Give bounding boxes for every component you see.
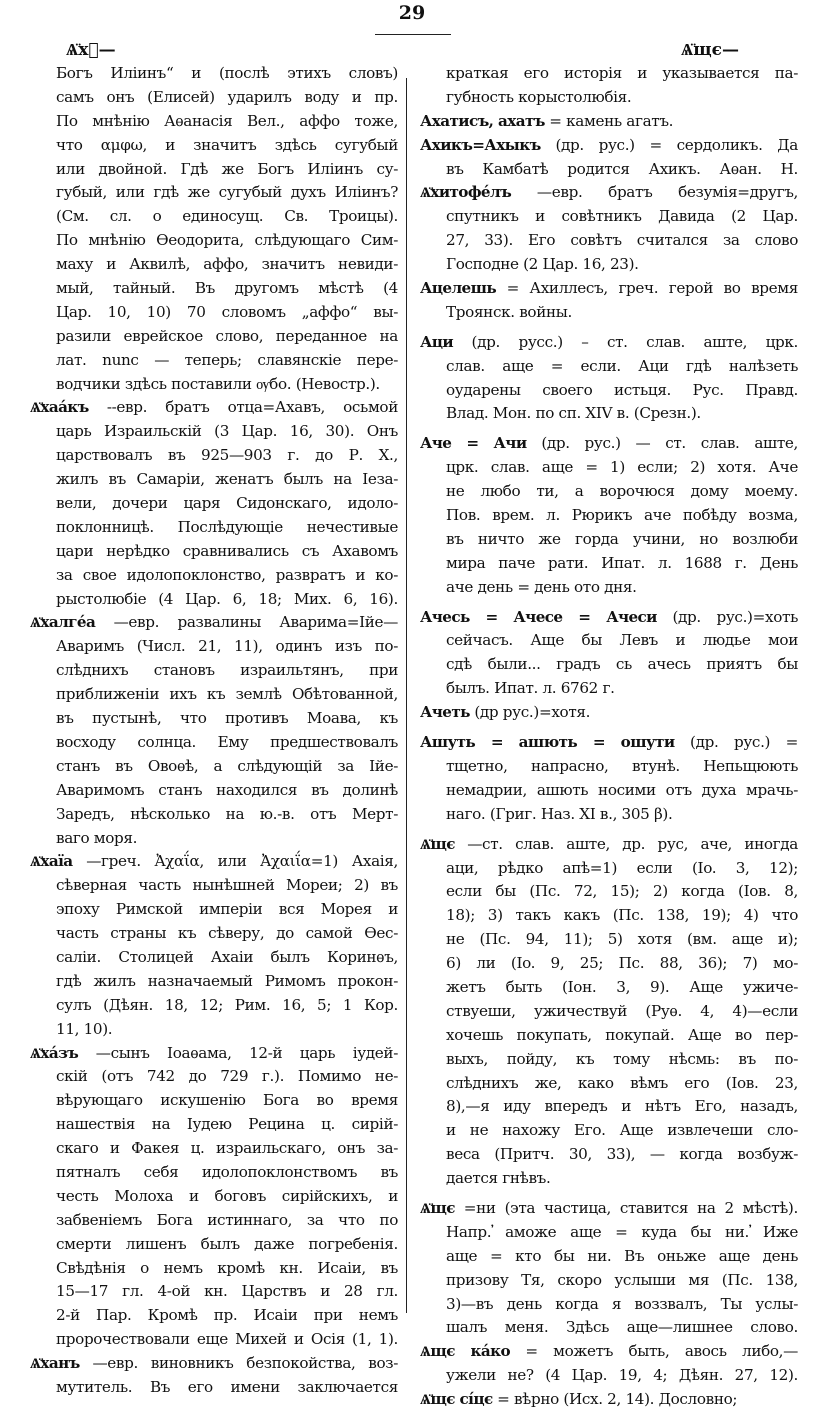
line-text: и не нахожу Его. Аще извлечеши сло-: [446, 1121, 798, 1140]
line-text: Заредъ, нѣсколько на ю.-в. отъ Мерт-: [56, 804, 398, 823]
text-line: [30, 1161, 398, 1185]
text-line: [30, 444, 398, 468]
line-text: въ пустынѣ, что противъ Моава, къ: [56, 709, 398, 728]
line-text: краткая его исторiя и указывается па-: [446, 64, 798, 82]
line-text: ужели не? (4 Цар. 19, 4; Дѣян. 27, 12).: [446, 1366, 798, 1385]
line-text: 15—17 гл. 4-ой кн. Царствъ и 28 гл.: [56, 1282, 398, 1301]
text-line: [30, 994, 398, 1018]
line-text: —евр. виновникъ безпокойства, воз-: [92, 1354, 398, 1373]
line-text: въ Камбатѣ родится Ахикъ. Аѳан. Н.: [446, 159, 798, 178]
line-text: аци, рѣдко апѣ=1) если (Io. 3, 12);: [446, 858, 798, 877]
line-text: —ст. слав. аште, др. рус, аче, иногда: [467, 834, 798, 853]
line-text: маху и Аквилѣ, аффо, значитъ невиди-: [56, 255, 398, 274]
line-text: призову Тя, скоро услыши мя (Пс. 138,: [446, 1270, 798, 1289]
text-line: [420, 355, 798, 379]
text-line: [30, 779, 398, 803]
text-line: [30, 540, 398, 564]
line-text: губый, или гдѣ же сугубый духъ Илiинъ?: [56, 183, 398, 202]
text-line: [30, 898, 398, 922]
text-line: [30, 827, 398, 851]
line-text: за свое идолопоклонство, развратъ и ко-: [56, 565, 398, 584]
text-line: [30, 1089, 398, 1113]
line-text: царствовалъ въ 925—903 г. до Р. Х.,: [56, 446, 398, 465]
line-text: 18); 3) такъ какъ (Пс. 138, 19); 4) что: [446, 906, 798, 925]
text-line: [420, 803, 798, 827]
dictionary-entry-line: [420, 181, 798, 205]
line-text: мутитель. Въ его имени заключается: [56, 1377, 398, 1396]
text-line: [30, 253, 398, 277]
text-line: [30, 110, 398, 134]
text-line: [30, 1113, 398, 1137]
line-text: наго. (Григ. Наз. XI в., 305 β).: [446, 804, 673, 823]
line-text: немадрии, ашють носими отъ духа мрачь-: [446, 780, 798, 799]
running-head-left: Ѧ̈хⷶ—: [66, 40, 116, 60]
line-text: 8),—я иду впередъ и нѣтъ Его, назадъ,: [446, 1097, 798, 1116]
line-text: Пов. врем. л. Рюрикъ аче побѣду возма,: [446, 506, 798, 525]
text-line: [30, 1209, 398, 1233]
text-line: [420, 1293, 798, 1317]
line-text: = можетъ быть, авось либо,—: [525, 1342, 798, 1361]
line-text: водчики здѣсь поставили ѹбо. (Невостр.).: [56, 374, 380, 393]
line-text: смерти лишенъ былъ даже погребенiя.: [56, 1234, 398, 1253]
entry-headword: Ѧ̈ха́зъ: [30, 1043, 79, 1062]
dictionary-entry-line: [420, 134, 798, 158]
text-line: [30, 420, 398, 444]
text-line: [420, 576, 798, 600]
line-text: —евр. братъ безумiя=другъ,: [536, 183, 798, 202]
line-text: (др. рус.) =: [690, 733, 798, 752]
line-text: —сынъ Iоаѳама, 12-й царь iудей-: [95, 1043, 398, 1062]
line-text: спутникъ и совѣтникъ Давида (2 Цар.: [446, 207, 798, 226]
text-line: [30, 492, 398, 516]
line-text: 6) ли (Io. 9, 25; Пс. 88, 36); 7) мо-: [446, 954, 798, 973]
text-line: [30, 349, 398, 373]
line-text: сѣверная часть нынѣшней Мореи; 2) въ: [56, 876, 398, 895]
text-line: [30, 373, 398, 397]
text-line: [420, 504, 798, 528]
text-line: [420, 1072, 798, 1096]
entry-headword: Ачеть: [420, 703, 470, 722]
line-text: что αμφω, и значитъ здѣсь сугубый: [56, 135, 398, 154]
text-line: [30, 1233, 398, 1257]
entry-headword: Аци: [420, 332, 454, 351]
running-head-right: Ѧ̈щє—: [681, 40, 740, 60]
text-line: [30, 564, 398, 588]
line-text: честь Молоха и боговъ сирiйскихъ, и: [56, 1186, 398, 1205]
dictionary-entry-line: [420, 833, 798, 857]
text-line: [420, 301, 798, 325]
text-line: [420, 1167, 798, 1191]
text-line: [420, 1119, 798, 1143]
dictionary-entry-line: [420, 701, 798, 725]
text-line: [30, 1018, 398, 1042]
line-text: дается гнѣвъ.: [446, 1169, 551, 1188]
text-line: [30, 755, 398, 779]
text-line: [420, 880, 798, 904]
line-text: (др. рус.)=хоть: [672, 607, 798, 626]
line-text: сейчасъ. Аще бы Левъ и людье мои: [446, 631, 798, 650]
text-line: [420, 456, 798, 480]
line-text: —греч. Ἀχαΐα, или Ἀχαιΐα=1) Ахаiя,: [86, 852, 398, 871]
text-line: [420, 629, 798, 653]
dictionary-entry-line: [30, 850, 398, 874]
line-text: салiи. Столицей Ахаiи былъ Коринѳъ,: [56, 947, 398, 966]
entry-headword: Ѧ̈щє: [420, 1198, 455, 1217]
column-divider: [406, 78, 407, 1313]
text-line: [30, 588, 398, 612]
text-line: [420, 1245, 798, 1269]
entry-headword: Ѧ̈щє сі́цє: [420, 1390, 493, 1409]
text-line: [420, 653, 798, 677]
line-text: (др рус.)=хотя.: [474, 703, 591, 722]
text-line: [420, 402, 798, 426]
line-text: слав. аще = если. Аци гдѣ налѣзеть: [446, 356, 798, 375]
text-line: [420, 205, 798, 229]
line-text: мира паче рати. Ипат. л. 1688 г. День: [446, 553, 798, 572]
line-text: пятналъ себя идолопоклонствомъ въ: [56, 1162, 398, 1181]
text-line: [30, 229, 398, 253]
line-text: --евр. братъ отца=Ахавъ, осьмой: [106, 398, 398, 417]
line-text: Господне (2 Цар. 16, 23).: [446, 255, 639, 274]
line-text: = Ахиллесъ, греч. герой во время: [506, 279, 798, 298]
line-text: въ ничто же горда учини, но возлюби: [446, 529, 798, 548]
entry-headword: Аче = Ачи: [420, 434, 527, 453]
dictionary-entry-line: [420, 110, 798, 134]
text-line: [30, 277, 398, 301]
text-line: [420, 904, 798, 928]
entry-headword: Ахикъ=Ахыкъ: [420, 135, 541, 154]
line-text: если бы (Пс. 72, 15); 2) когда (Iов. 8,: [446, 882, 798, 901]
line-text: слѣднихъ же, како вѣмъ его (Iов. 23,: [446, 1073, 798, 1092]
entry-headword: Ѧ̈халге́а: [30, 613, 96, 632]
entry-headword: Ѧ̈хаїа: [30, 852, 73, 871]
dictionary-entry-line: [30, 611, 398, 635]
text-line: [420, 253, 798, 277]
line-text: шалъ меня. Здѣсь аще—лишнее слово.: [446, 1318, 798, 1337]
line-text: скаго и Факея ц. израильскаго, онъ за-: [56, 1139, 398, 1158]
line-text: жилъ въ Самарiи, женатъ былъ на Iеза-: [56, 470, 398, 489]
dictionary-entry-line: [420, 277, 798, 301]
line-text: ваго моря.: [56, 828, 138, 847]
line-text: —евр. развалины Аварима=Iйе—: [113, 613, 398, 632]
text-line: [420, 755, 798, 779]
line-text: рыстолюбiе (4 Цар. 6, 18; Мих. 6, 16).: [56, 589, 398, 608]
line-text: хочешь покупать, покупай. Аще во пер-: [446, 1025, 798, 1044]
line-text: вѣрующаго искушенiю Бога во время: [56, 1091, 398, 1110]
text-line: [420, 528, 798, 552]
line-text: 11, 10).: [56, 1019, 113, 1038]
text-line: [30, 86, 398, 110]
dictionary-entry-line: [420, 1388, 798, 1412]
left-column: [30, 62, 398, 1400]
text-line: [420, 928, 798, 952]
line-text: приближенiи ихъ къ землѣ Обѣтованной,: [56, 685, 398, 704]
text-line: [420, 1364, 798, 1388]
text-line: [420, 158, 798, 182]
text-line: [30, 922, 398, 946]
dictionary-entry-line: [420, 1197, 798, 1221]
line-text: 3)—въ день когда я воззвалъ, Ты услы-: [446, 1294, 798, 1313]
text-line: [30, 731, 398, 755]
text-line: [420, 1048, 798, 1072]
line-text: =ни (эта частица, ставится на 2 мѣстѣ).: [463, 1198, 798, 1217]
dictionary-entry-line: [30, 1042, 398, 1066]
line-text: скiй (отъ 742 до 729 г.). Помимо не-: [56, 1067, 398, 1086]
text-line: [30, 970, 398, 994]
entry-headword: Ацелешь: [420, 279, 497, 298]
line-text: губность корыстолюбiя.: [446, 87, 632, 106]
text-line: [30, 1376, 398, 1400]
text-line: [30, 158, 398, 182]
entry-headword: Ѧ̈хитофе́лъ: [420, 183, 512, 202]
line-text: часть страны къ сѣверу, до самой Ѳес-: [56, 924, 398, 943]
text-line: [30, 946, 398, 970]
text-line: [30, 1304, 398, 1328]
text-line: [420, 857, 798, 881]
line-text: сулъ (Дѣян. 18, 12; Рим. 16, 5; 1 Кор.: [56, 995, 398, 1014]
text-line: [30, 1065, 398, 1089]
line-text: 27, 33). Его совѣтъ считался за слово: [446, 231, 798, 250]
line-text: былъ. Ипат. л. 6762 г.: [446, 679, 615, 698]
text-line: [420, 379, 798, 403]
dictionary-entry-line: [420, 432, 798, 456]
text-line: [30, 683, 398, 707]
line-text: Богъ Илiинъ“ и (послѣ этихъ словъ): [56, 64, 398, 82]
text-line: [30, 181, 398, 205]
text-line: [420, 779, 798, 803]
text-line: [420, 552, 798, 576]
line-text: эпоху Римской имперiи вся Морея и: [56, 900, 398, 919]
text-line: [420, 952, 798, 976]
line-text: восходу солнца. Ему предшествовалъ: [56, 732, 398, 751]
dictionary-entry-line: [30, 1352, 398, 1376]
text-line: [30, 134, 398, 158]
line-text: нашествiя на Iудею Рецина ц. сирiй-: [56, 1115, 398, 1134]
text-line: [420, 1221, 798, 1245]
line-text: Аваримъ (Числ. 21, 11), одинъ изъ по-: [56, 637, 398, 656]
line-text: оударены своего истьця. Рус. Правд.: [446, 380, 798, 399]
text-line: [420, 677, 798, 701]
line-text: самъ онъ (Елисей) ударилъ воду и пр.: [56, 87, 398, 106]
text-line: [30, 1328, 398, 1352]
line-text: = вѣрно (Исх. 2, 14). Дословно;: [497, 1390, 738, 1409]
line-text: ствуеши, ужичествуй (Руѳ. 4, 4)—если: [446, 1001, 798, 1020]
text-line: [30, 635, 398, 659]
text-line: [420, 480, 798, 504]
line-text: аче день = день ото дня.: [446, 577, 637, 596]
text-line: [30, 516, 398, 540]
line-text: поклонницѣ. Послѣдующiе нечестивые: [56, 517, 398, 536]
line-text: (См. сл. о единосущ. Св. Троицы).: [56, 207, 398, 226]
line-text: Напр. ̓аможе аще = куда бы ни. ̓Иже: [446, 1222, 798, 1241]
entry-headword: Ачесь = Ачесе = Ачеси: [420, 607, 657, 626]
line-text: или двойной. Гдѣ же Богъ Илiинъ су-: [56, 159, 398, 178]
line-text: (др. рус.) — ст. слав. аште,: [541, 434, 798, 453]
line-text: забвенiемъ Бога истиннаго, за что по: [56, 1210, 398, 1229]
entry-headword: Ѧ̈хаа́къ: [30, 398, 89, 417]
line-text: пророчествовали еще Михей и Осiя (1, 1).: [56, 1330, 398, 1349]
entry-headword: Ашуть = ашють = ошути: [420, 733, 675, 752]
line-text: = камень агатъ.: [549, 111, 674, 130]
line-text: Троянск. войны.: [446, 302, 572, 321]
line-text: Аваримомъ станъ находился въ долинѣ: [56, 780, 398, 799]
line-text: не любо ти, а ворочюся дому моему.: [446, 482, 798, 501]
text-line: [420, 1000, 798, 1024]
line-text: Влад. Мон. по сп. XIV в. (Срезн.).: [446, 404, 701, 423]
line-text: мый, тайный. Въ другомъ мѣстѣ (4: [56, 279, 398, 298]
entry-headword: Ахатисъ, ахатъ: [420, 111, 545, 130]
text-line: [420, 1143, 798, 1167]
text-line: [30, 1257, 398, 1281]
text-line: [30, 301, 398, 325]
dictionary-entry-line: [420, 606, 798, 630]
entry-headword: Ѧщє ка́ко: [420, 1342, 510, 1361]
line-text: сдѣ были... градъ сь ачесь приятъ бы: [446, 655, 798, 674]
line-text: слѣднихъ становъ израильтянъ, при: [56, 661, 398, 680]
line-text: веса (Притч. 30, 33), — когда возбуж-: [446, 1145, 798, 1164]
line-text: лат. nunc — теперь; славянскiе пере-: [56, 350, 398, 369]
text-line: [30, 1185, 398, 1209]
page-number: 29: [398, 2, 426, 24]
dictionary-entry-line: [30, 396, 398, 420]
text-line: [420, 1095, 798, 1119]
text-line: [420, 1269, 798, 1293]
dictionary-entry-line: [420, 331, 798, 355]
line-text: По мнѣнiю Ѳеодорита, слѣдующаго Сим-: [56, 231, 398, 250]
text-line: [30, 874, 398, 898]
line-text: царь Израильскiй (3 Цар. 16, 30). Онъ: [56, 422, 398, 441]
line-text: разили еврейское слово, переданное на: [56, 326, 398, 345]
text-line: [420, 229, 798, 253]
entry-headword: Ѧ̈ханъ: [30, 1354, 80, 1373]
line-text: По мнѣнiю Аѳанасiя Вел., аффо тоже,: [56, 111, 398, 130]
text-line: [30, 468, 398, 492]
line-text: жетъ быть (Iон. 3, 9). Аще ужиче-: [446, 977, 798, 996]
line-text: (др. русс.) – ст. слав. аште, црк.: [471, 332, 798, 351]
line-text: цари нерѣдко сравнивались съ Ахавомъ: [56, 541, 398, 560]
entry-headword: Ѧ̈щє: [420, 834, 455, 853]
text-line: [30, 1137, 398, 1161]
text-line: [30, 1280, 398, 1304]
line-text: гдѣ жилъ назначаемый Римомъ прокон-: [56, 971, 398, 990]
right-column: [420, 62, 798, 1412]
line-text: станъ въ Овоѳѣ, а слѣдующiй за Iйе-: [56, 756, 398, 775]
dictionary-entry-line: [420, 731, 798, 755]
line-text: Цар. 10, 10) 70 словомъ „аффо“ вы-: [56, 302, 398, 321]
text-line: [30, 659, 398, 683]
text-line: [30, 803, 398, 827]
page-number-rule: [375, 34, 451, 35]
dictionary-entry-line: [420, 1340, 798, 1364]
line-text: Свѣдѣнiя о немъ кромѣ кн. Исаiи, въ: [56, 1258, 398, 1277]
text-line: [30, 325, 398, 349]
line-text: выхъ, пойду, къ тому нѣсмь: въ по-: [446, 1049, 798, 1068]
text-line: [420, 976, 798, 1000]
line-text: аще = кто бы ни. Въ оньже аще день: [446, 1246, 798, 1265]
text-line: [420, 62, 798, 86]
text-line: [30, 707, 398, 731]
line-text: вели, дочери царя Сидонскаго, идоло-: [56, 494, 398, 513]
text-line: [420, 1024, 798, 1048]
line-text: не (Пс. 94, 11); 5) хотя (вм. аще и);: [446, 930, 798, 949]
text-line: [30, 205, 398, 229]
line-text: 2-й Пар. Кромѣ пр. Исаiи при немъ: [56, 1306, 398, 1325]
line-text: тщетно, напрасно, втунѣ. Непьщюють: [446, 756, 798, 775]
text-line: [420, 1316, 798, 1340]
line-text: црк. слав. аще = 1) если; 2) хотя. Аче: [446, 458, 798, 477]
line-text: (др. рус.) = сердоликъ. Да: [555, 135, 798, 154]
text-line: [30, 62, 398, 86]
text-line: [420, 86, 798, 110]
